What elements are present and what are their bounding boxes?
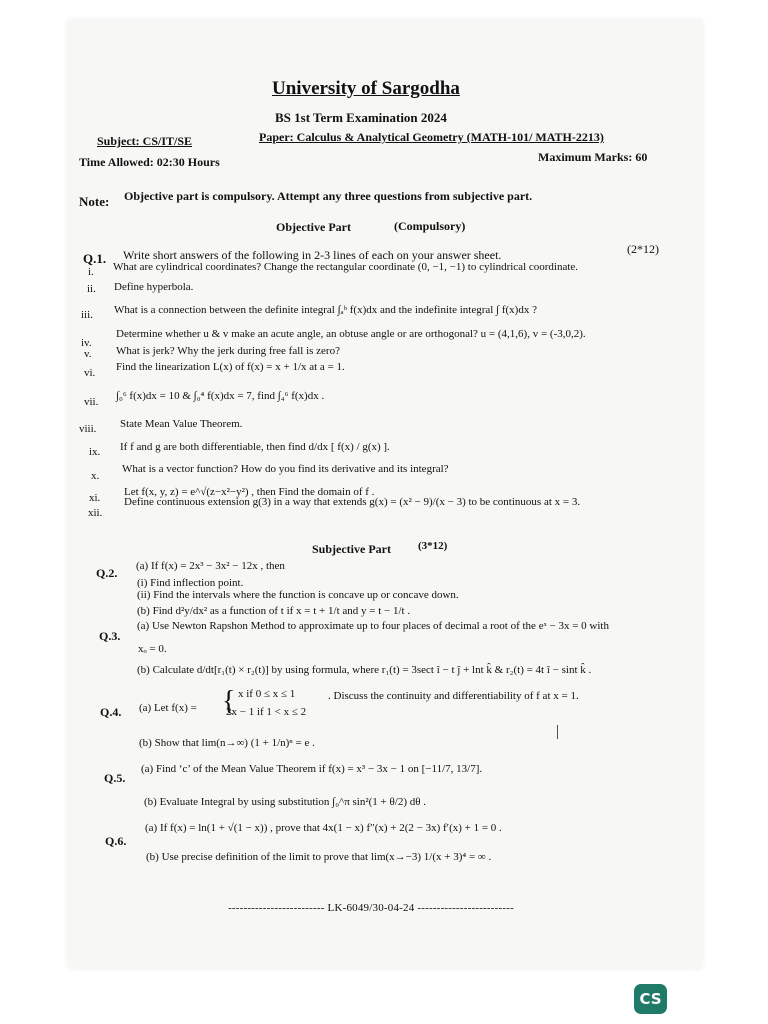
q4-label: Q.4. bbox=[100, 705, 122, 719]
q5-a: (a) Find ‘c’ of the Mean Value Theorem if f(x) = x³ − 3x − 1 on [−11/7, 13/7]. bbox=[141, 763, 483, 775]
item-num: vii. bbox=[84, 396, 99, 408]
time-allowed: Time Allowed: 02:30 Hours bbox=[79, 155, 220, 169]
subject: Subject: CS/IT/SE bbox=[97, 134, 193, 148]
q5-label: Q.5. bbox=[104, 771, 126, 785]
q4-a-prefix: (a) Let f(x) = bbox=[139, 702, 197, 714]
item-text: Define hyperbola. bbox=[114, 281, 194, 293]
item-num: xi. bbox=[89, 492, 101, 504]
q4-b: (b) Show that lim(n→∞) (1 + 1/n)ⁿ = e . bbox=[139, 737, 315, 749]
q2-a: (a) If f(x) = 2x³ − 3x² − 12x , then bbox=[136, 560, 285, 572]
q6-a: (a) If f(x) = ln(1 + √(1 − x)) , prove that 4x(1 − x) f″(x) + 2(2 − 3x) f′(x) + 1 = 0 . bbox=[145, 822, 502, 834]
q2-a-i: (i) Find inflection point. bbox=[137, 577, 244, 589]
q5-b: (b) Evaluate Integral by using substitution ∫₀^π sin²(1 + θ/2) dθ . bbox=[144, 796, 427, 808]
item-num: viii. bbox=[79, 423, 97, 435]
item-text: What is jerk? Why the jerk during free fall is zero? bbox=[116, 345, 340, 357]
maximum-marks: Maximum Marks: 60 bbox=[538, 150, 648, 164]
objective-subtitle: (Compulsory) bbox=[394, 219, 466, 233]
q3-b: (b) Calculate d/dt[r₁(t) × r₂(t)] by using formula, where r₁(t) = 3sect î − t ĵ + lnt k̂ & r₂(t) = 4t î − sint k̂ . bbox=[137, 664, 592, 676]
q1-text: Write short answers of the following in 2-3 lines of each on your answer sheet. bbox=[123, 248, 502, 262]
item-text: Find the linearization L(x) of f(x) = x + 1/x at a = 1. bbox=[116, 361, 345, 373]
q4-case-2: 2x − 1 if 1 < x ≤ 2 bbox=[226, 706, 307, 718]
q3-label: Q.3. bbox=[99, 629, 121, 643]
footer-code: ------------------------- LK-6049/30-04-24 ------------------------- bbox=[228, 902, 514, 914]
item-text: Determine whether u & v make an acute angle, an obtuse angle or are orthogonal? u = (4,1,6), v = (-3,0,2). bbox=[116, 328, 586, 340]
brace-symbol: { bbox=[222, 686, 236, 717]
item-num: ii. bbox=[87, 283, 96, 295]
item-num: i. bbox=[88, 266, 94, 278]
item-text: Define continuous extension g(3) in a way that extends g(x) = (x² − 9)/(x − 3) to be continuous at x = 3. bbox=[124, 496, 581, 508]
note-text: Objective part is compulsory. Attempt any three questions from subjective part. bbox=[124, 189, 533, 203]
item-text: State Mean Value Theorem. bbox=[120, 418, 243, 430]
item-num: x. bbox=[91, 470, 100, 482]
item-text: ∫₀⁶ f(x)dx = 10 & ∫₀⁴ f(x)dx = 7, find ∫₄⁶ f(x)dx . bbox=[116, 390, 325, 402]
item-text: What are cylindrical coordinates? Change the rectangular coordinate (0, −1, −1) to cylindrical coordinate. bbox=[113, 261, 579, 273]
q2-label: Q.2. bbox=[96, 566, 118, 580]
note-label: Note: bbox=[79, 194, 110, 209]
q2-a-ii: (ii) Find the intervals where the function is concave up or concave down. bbox=[137, 589, 459, 601]
objective-title: Objective Part bbox=[276, 220, 351, 234]
q4-case-1: x if 0 ≤ x ≤ 1 bbox=[238, 688, 296, 700]
q6-label: Q.6. bbox=[105, 834, 127, 848]
item-num: iv. bbox=[81, 337, 92, 349]
q3-a: (a) Use Newton Rapshon Method to approximate up to four places of decimal a root of the eˣ − 3x = 0 with bbox=[137, 620, 609, 632]
subjective-marks: (3*12) bbox=[418, 540, 448, 552]
item-num: xii. bbox=[88, 507, 103, 519]
paper-title: Paper: Calculus & Analytical Geometry (MATH-101/ MATH-2213) bbox=[259, 130, 604, 144]
q1-marks: (2*12) bbox=[627, 242, 659, 256]
subjective-title: Subjective Part bbox=[312, 542, 391, 556]
q2-b: (b) Find d²y/dx² as a function of t if x = t + 1/t and y = t − 1/t . bbox=[137, 605, 411, 617]
q4-a-suffix: . Discuss the continuity and differentiability of f at x = 1. bbox=[328, 690, 579, 702]
item-num: vi. bbox=[84, 367, 96, 379]
item-text: What is a vector function? How do you find its derivative and its integral? bbox=[122, 463, 449, 475]
q6-b: (b) Use precise definition of the limit to prove that lim(x→−3) 1/(x + 3)⁴ = ∞ . bbox=[146, 851, 492, 863]
q1-label: Q.1. bbox=[83, 251, 107, 266]
item-num: v. bbox=[84, 348, 92, 360]
item-text: If f and g are both differentiable, then find d/dx [ f(x) / g(x) ]. bbox=[120, 441, 390, 453]
item-num: ix. bbox=[89, 446, 101, 458]
camscanner-logo: CS bbox=[634, 984, 667, 1014]
item-num: iii. bbox=[81, 309, 93, 321]
university-title: University of Sargodha bbox=[272, 78, 460, 99]
item-text: Let f(x, y, z) = e^√(z−x²−y²) , then Find the domain of f . bbox=[124, 486, 375, 498]
exam-title: BS 1st Term Examination 2024 bbox=[275, 110, 447, 125]
q3-a-cont: xₒ = 0. bbox=[138, 643, 167, 655]
item-text: What is a connection between the definite integral ∫ₐᵇ f(x)dx and the indefinite integral ∫ f(x)dx ? bbox=[114, 304, 537, 316]
stray-mark bbox=[557, 725, 558, 739]
